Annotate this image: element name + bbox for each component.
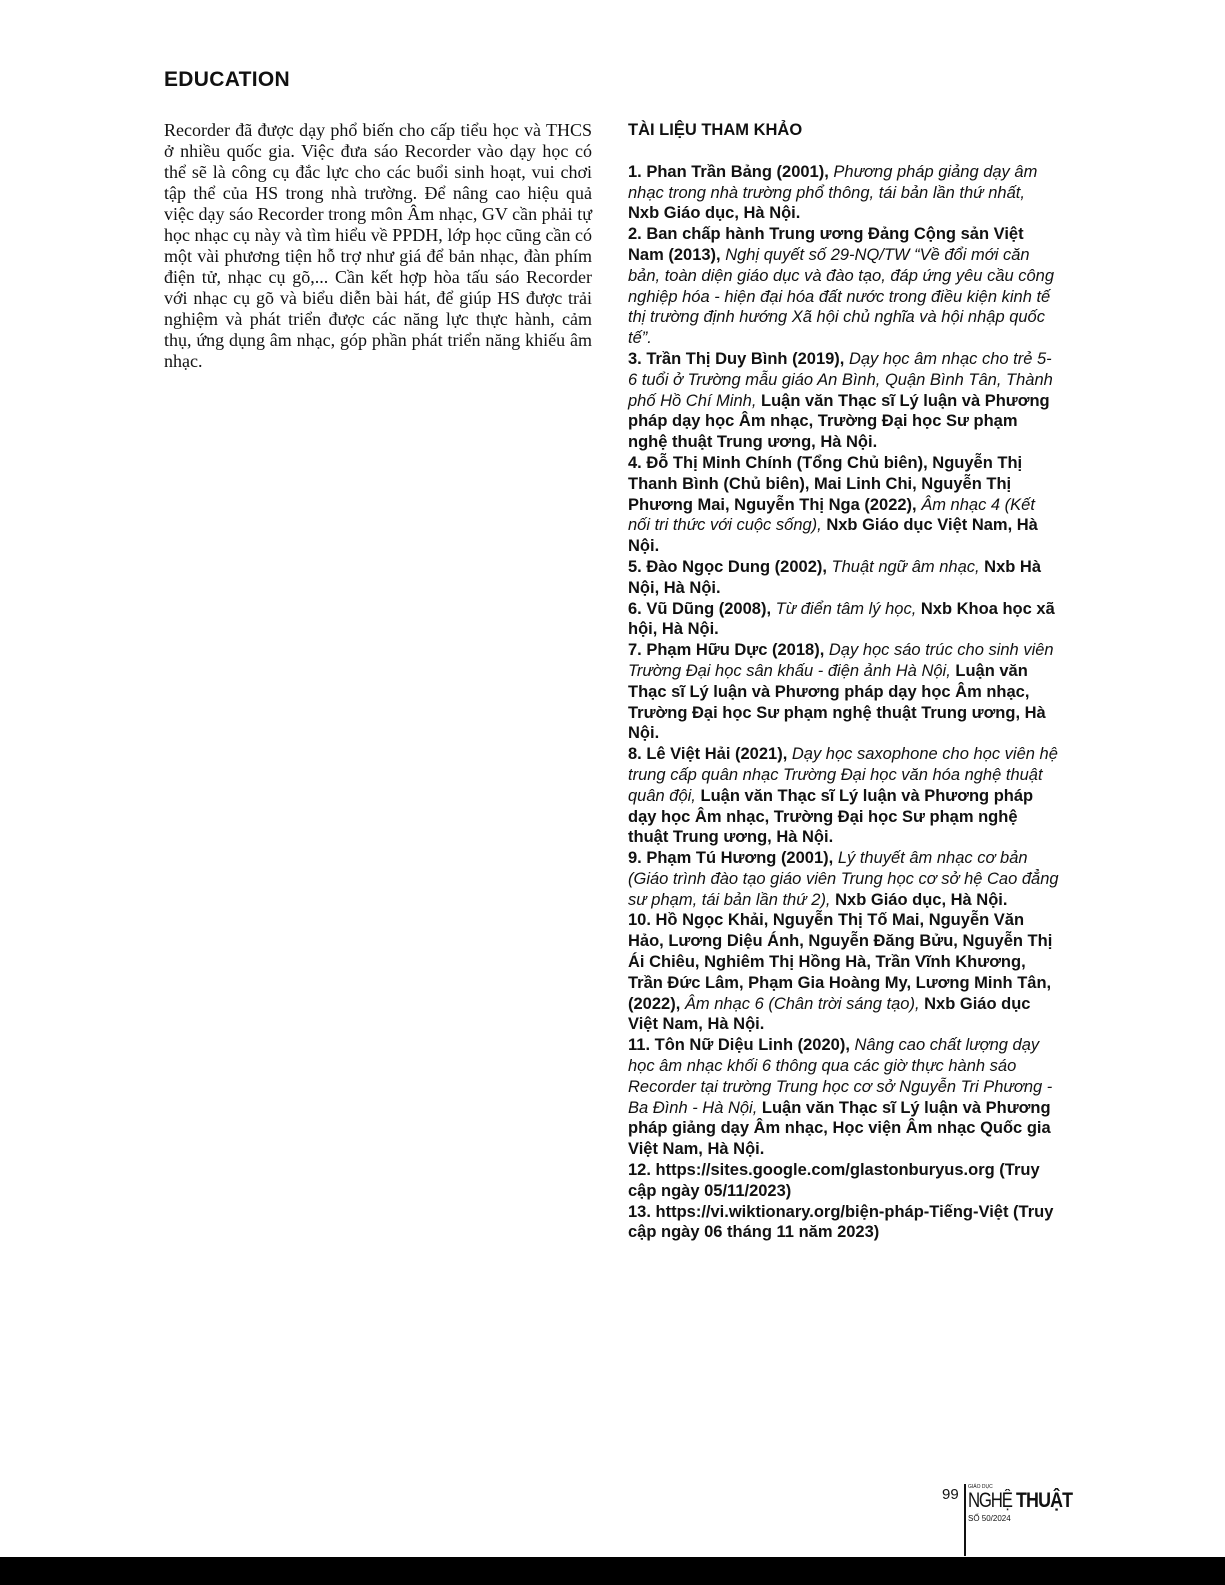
reference-item: [628, 224, 1060, 349]
reference-head: 8. Lê Việt Hải (2021),: [628, 745, 792, 764]
reference-item: [628, 453, 1060, 557]
reference-tail: Luận văn Thạc sĩ Lý luận và Phương pháp dạy học Âm nhạc, Trường Đại học Sư phạm nghệ thuật Trung ương, Hà Nội.: [628, 661, 1046, 743]
reference-item: [628, 1160, 1060, 1202]
reference-head: 9. Phạm Tú Hương (2001),: [628, 849, 838, 868]
reference-item: [628, 162, 1060, 224]
reference-head: 7. Phạm Hữu Dực (2018),: [628, 641, 829, 660]
reference-item: [628, 599, 1060, 641]
reference-italic: Nghị quyết số 29-NQ/TW “Về đổi mới căn bản, toàn diện giáo dục và đào tạo, đáp ứng yêu cầu công nghiệp hóa - hiện đại hóa đất nước trong điều kiện kinh tế thị trường định hướng Xã hội chủ nghĩa và hội nhập quốc tế”.: [628, 245, 1055, 348]
reference-head: 12. https://sites.google.com/glastonburyus.org (Truy cập ngày 05/11/2023): [628, 1161, 1040, 1200]
issue-number: SỐ 50/2024: [968, 1514, 1011, 1523]
body-paragraph: Recorder đã được dạy phổ biến cho cấp tiểu học và THCS ở nhiều quốc gia. Việc đưa sáo Recorder vào dạy học có thể sẽ là công cụ đắc lực cho các buổi sinh hoạt, vui chơi tập thể của HS trong nhà trường. Để nâng cao hiệu quả việc dạy sáo Recorder trong môn Âm nhạc, GV cần phải tự học nhạc cụ này và tìm hiểu về PPDH, lớp học cũng cần có một vài phương tiện hỗ trợ như giá để bản nhạc, đàn phím điện tử, nhạc cụ gõ,... Cần kết hợp hòa tấu sáo Recorder với nhạc cụ gõ và biểu diễn bài hát, để giúp HS được trải nghiệm và phát triển được các năng lực thực hành, cảm thụ, ứng dụng âm nhạc, góp phần phát triển năng khiếu âm nhạc.: [164, 120, 592, 371]
references-title: TÀI LIỆU THAM KHẢO: [628, 121, 803, 139]
page-footer: [940, 1484, 1100, 1556]
reference-italic: Thuật ngữ âm nhạc,: [831, 557, 985, 576]
reference-item: [628, 848, 1060, 910]
logo-small-text: GIÁO DỤC: [968, 1484, 993, 1490]
reference-tail: Nxb Khoa học xã hội, Hà Nội.: [628, 599, 1055, 639]
logo-text-part1: NGHỆ: [968, 1489, 1012, 1512]
reference-tail: Nxb Hà Nội, Hà Nội.: [628, 557, 1042, 597]
reference-tail: Luận văn Thạc sĩ Lý luận và Phương pháp giảng dạy Âm nhạc, Học viện Âm nhạc Quốc gia Việt Nam, Hà Nội.: [628, 1098, 1051, 1159]
section-header: EDUCATION: [164, 68, 290, 91]
reference-item: [628, 744, 1060, 848]
references-section: [628, 120, 1060, 1243]
reference-item: [628, 1035, 1060, 1160]
reference-italic: Dạy học âm nhạc cho trẻ 5-6 tuổi ở Trường mẫu giáo An Bình, Quận Bình Tân, Thành phố Hồ Chí Minh,: [628, 349, 1053, 410]
logo-text-part2: THUẬT: [1016, 1489, 1073, 1512]
references-list: [628, 162, 1060, 1243]
reference-item: [628, 557, 1060, 599]
reference-tail: Nxb Giáo dục Việt Nam, Hà Nội.: [628, 516, 1038, 556]
reference-item: [628, 640, 1060, 744]
reference-head: 11. Tôn Nữ Diệu Linh (2020),: [628, 1036, 855, 1055]
reference-head: 13. https://vi.wiktionary.org/biện-pháp-Tiếng-Việt (Truy cập ngày 06 tháng 11 năm 2023): [628, 1202, 1054, 1242]
reference-italic: Dạy học sáo trúc cho sinh viên Trường Đại học sân khấu - điện ảnh Hà Nội,: [628, 641, 1054, 680]
reference-tail: Nxb Giáo dục, Hà Nội.: [628, 204, 801, 223]
reference-italic: Nâng cao chất lượng dạy học âm nhạc khối 6 thông qua các giờ thực hành sáo Recorder tại trường Trung học cơ sở Nguyễn Tri Phương - Ba Đình - Hà Nội,: [628, 1036, 1053, 1117]
reference-head: 2. Ban chấp hành Trung ương Đảng Cộng sản Việt Nam (2013),: [628, 225, 1024, 264]
reference-italic: Âm nhạc 6 (Chân trời sáng tạo),: [684, 994, 925, 1013]
reference-head: 1. Phan Trần Bảng (2001),: [628, 162, 834, 181]
reference-italic: Từ điển tâm lý học,: [775, 599, 921, 618]
footer-divider: [964, 1484, 966, 1556]
reference-italic: Phương pháp giảng dạy âm nhạc trong nhà trường phổ thông, tái bản lần thứ nhất,: [628, 162, 1038, 202]
reference-head: 6. Vũ Dũng (2008),: [628, 599, 776, 618]
reference-head: 10. Hồ Ngọc Khải, Nguyễn Thị Tố Mai, Nguyễn Văn Hảo, Lương Diệu Ánh, Nguyễn Đăng Bửu, Nguyễn Thị Ái Chiêu, Nghiêm Thị Hồng Hà, Trần Vĩnh Khương, Trần Đức Lâm, Phạm Gia Hoàng My, Lương Minh Tân, (2022),: [628, 911, 1053, 1013]
page-number: 99: [942, 1486, 959, 1503]
reference-italic: Lý thuyết âm nhạc cơ bản (Giáo trình đào tạo giáo viên Trung học cơ sở hệ Cao đẳng sư phạm, tái bản lần thứ 2),: [628, 849, 1059, 909]
reference-head: 3. Trần Thị Duy Bình (2019),: [628, 349, 849, 368]
reference-italic: Dạy học saxophone cho học viên hệ trung cấp quân nhạc Trường Đại học văn hóa nghệ thuật quân đội,: [628, 745, 1058, 805]
reference-head: 4. Đỗ Thị Minh Chính (Tổng Chủ biên), Nguyễn Thị Thanh Bình (Chủ biên), Mai Linh Chi, Nguyễn Thị Phương Mai, Nguyễn Thị Nga (2022),: [628, 453, 1023, 514]
bottom-black-band: [0, 1557, 1225, 1585]
reference-tail: Luận văn Thạc sĩ Lý luận và Phương pháp dạy học Âm nhạc, Trường Đại học Sư phạm nghệ thuật Trung ương, Hà Nội.: [628, 391, 1050, 452]
reference-item: [628, 910, 1060, 1035]
reference-italic: Âm nhạc 4 (Kết nối tri thức với cuộc sống),: [628, 495, 1035, 535]
reference-tail: Nxb Giáo dục, Hà Nội.: [835, 890, 1008, 909]
reference-head: 5. Đào Ngọc Dung (2002),: [628, 557, 832, 576]
reference-tail: Luận văn Thạc sĩ Lý luận và Phương pháp dạy học Âm nhạc, Trường Đại học Sư phạm nghệ thuật Trung ương, Hà Nội.: [628, 786, 1034, 847]
reference-item: [628, 1202, 1060, 1244]
reference-tail: Nxb Giáo dục Việt Nam, Hà Nội.: [628, 994, 1031, 1034]
reference-item: [628, 349, 1060, 453]
